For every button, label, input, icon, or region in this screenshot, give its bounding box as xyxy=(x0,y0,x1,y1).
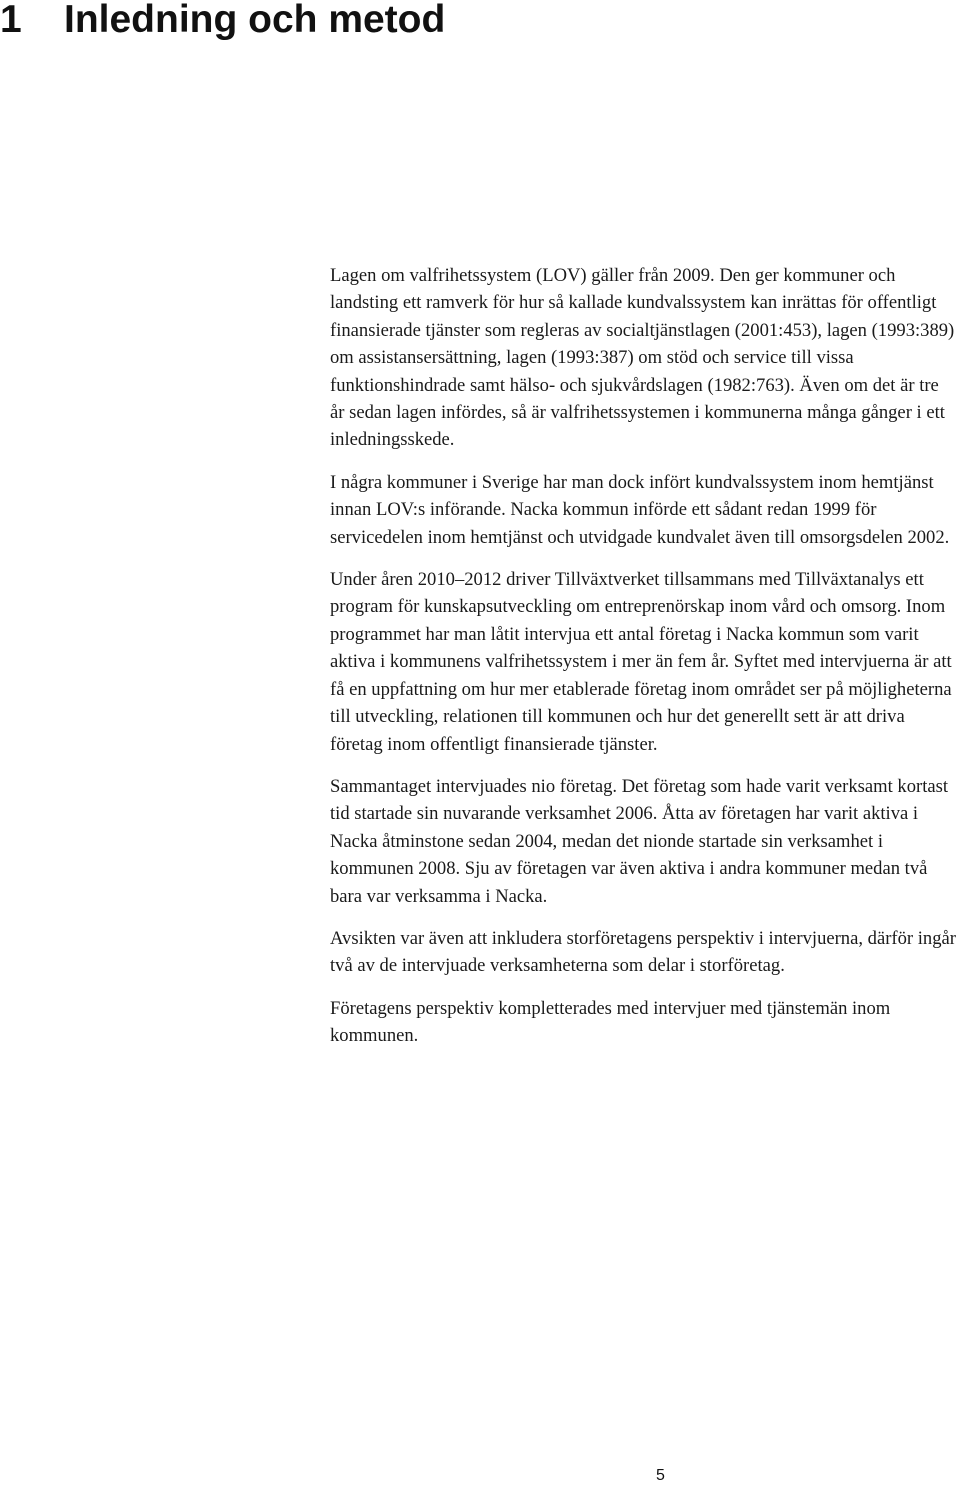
body-text xyxy=(330,262,956,1065)
paragraph-lov-intro: Lagen om valfrihetssystem (LOV) gäller från 2009. Den ger kommuner och landsting ett ramverk för hur så kallade kundvalssystem kan inrättas för offentligt finansierade tjänster som regleras av socialtjänstlagen (2001:453), lagen (1993:389) om assistansersättning, lagen (1993:387) om stöd och service till vissa funktionshindrade samt hälso- och sjukvårdslagen (1982:763). Även om det är tre år sedan lagen infördes, så är valfrihetssystemen i kommunerna många gånger i ett inledningsskede. xyxy=(330,265,955,451)
paragraph-officials: Företagens perspektiv kompletterades med intervjuer med tjänstemän inom kommunen. xyxy=(330,997,891,1047)
paragraph-interviews: Sammantaget intervjuades nio företag. Det företag som hade varit verksamt kortast tid startade sin nuvarande verksamhet 2006. Åtta av företagen har varit aktiva i Nacka åtminstone sedan 2004, medan det nionde startade sin verksamhet i kommunen 2008. Sju av företagen var även aktiva i andra kommuner medan två bara var verksamma i Nacka. xyxy=(330,775,949,907)
chapter-heading xyxy=(0,0,445,46)
chapter-title: Inledning och metod xyxy=(64,0,446,41)
paragraph-program: Under åren 2010–2012 driver Tillväxtverket tillsammans med Tillväxtanalys ett program för kunskapsutveckling om entreprenörskap inom vård och omsorg. Inom programmet har man låtit intervjua ett antal företag i Nacka kommun som varit aktiva i kommunens valfrihetssystem i mer än fem år. Syftet med intervjuerna är att få en uppfattning om hur mer etablerade företag inom området ser på möjligheterna till utveckling, relationen till kommunen och hur det generellt sett är att driva företag inom offentligt finansierade tjänster. xyxy=(330,569,952,755)
chapter-number: 1 xyxy=(0,0,22,41)
paragraph-kundval-history: I några kommuner i Sverige har man dock infört kundvalssystem inom hemtjänst innan LOV:s införande. Nacka kommun införde ett sådant redan 1999 för servicedelen inom hemtjänst och utvidgade kundvalet även till omsorgsdelen 2002. xyxy=(330,471,950,548)
page-number: 5 xyxy=(656,1467,665,1484)
paragraph-large-companies: Avsikten var även att inkludera storföretagens perspektiv i intervjuerna, därför ingår två av de intervjuade verksamheterna som delar i storföretag. xyxy=(330,927,956,977)
